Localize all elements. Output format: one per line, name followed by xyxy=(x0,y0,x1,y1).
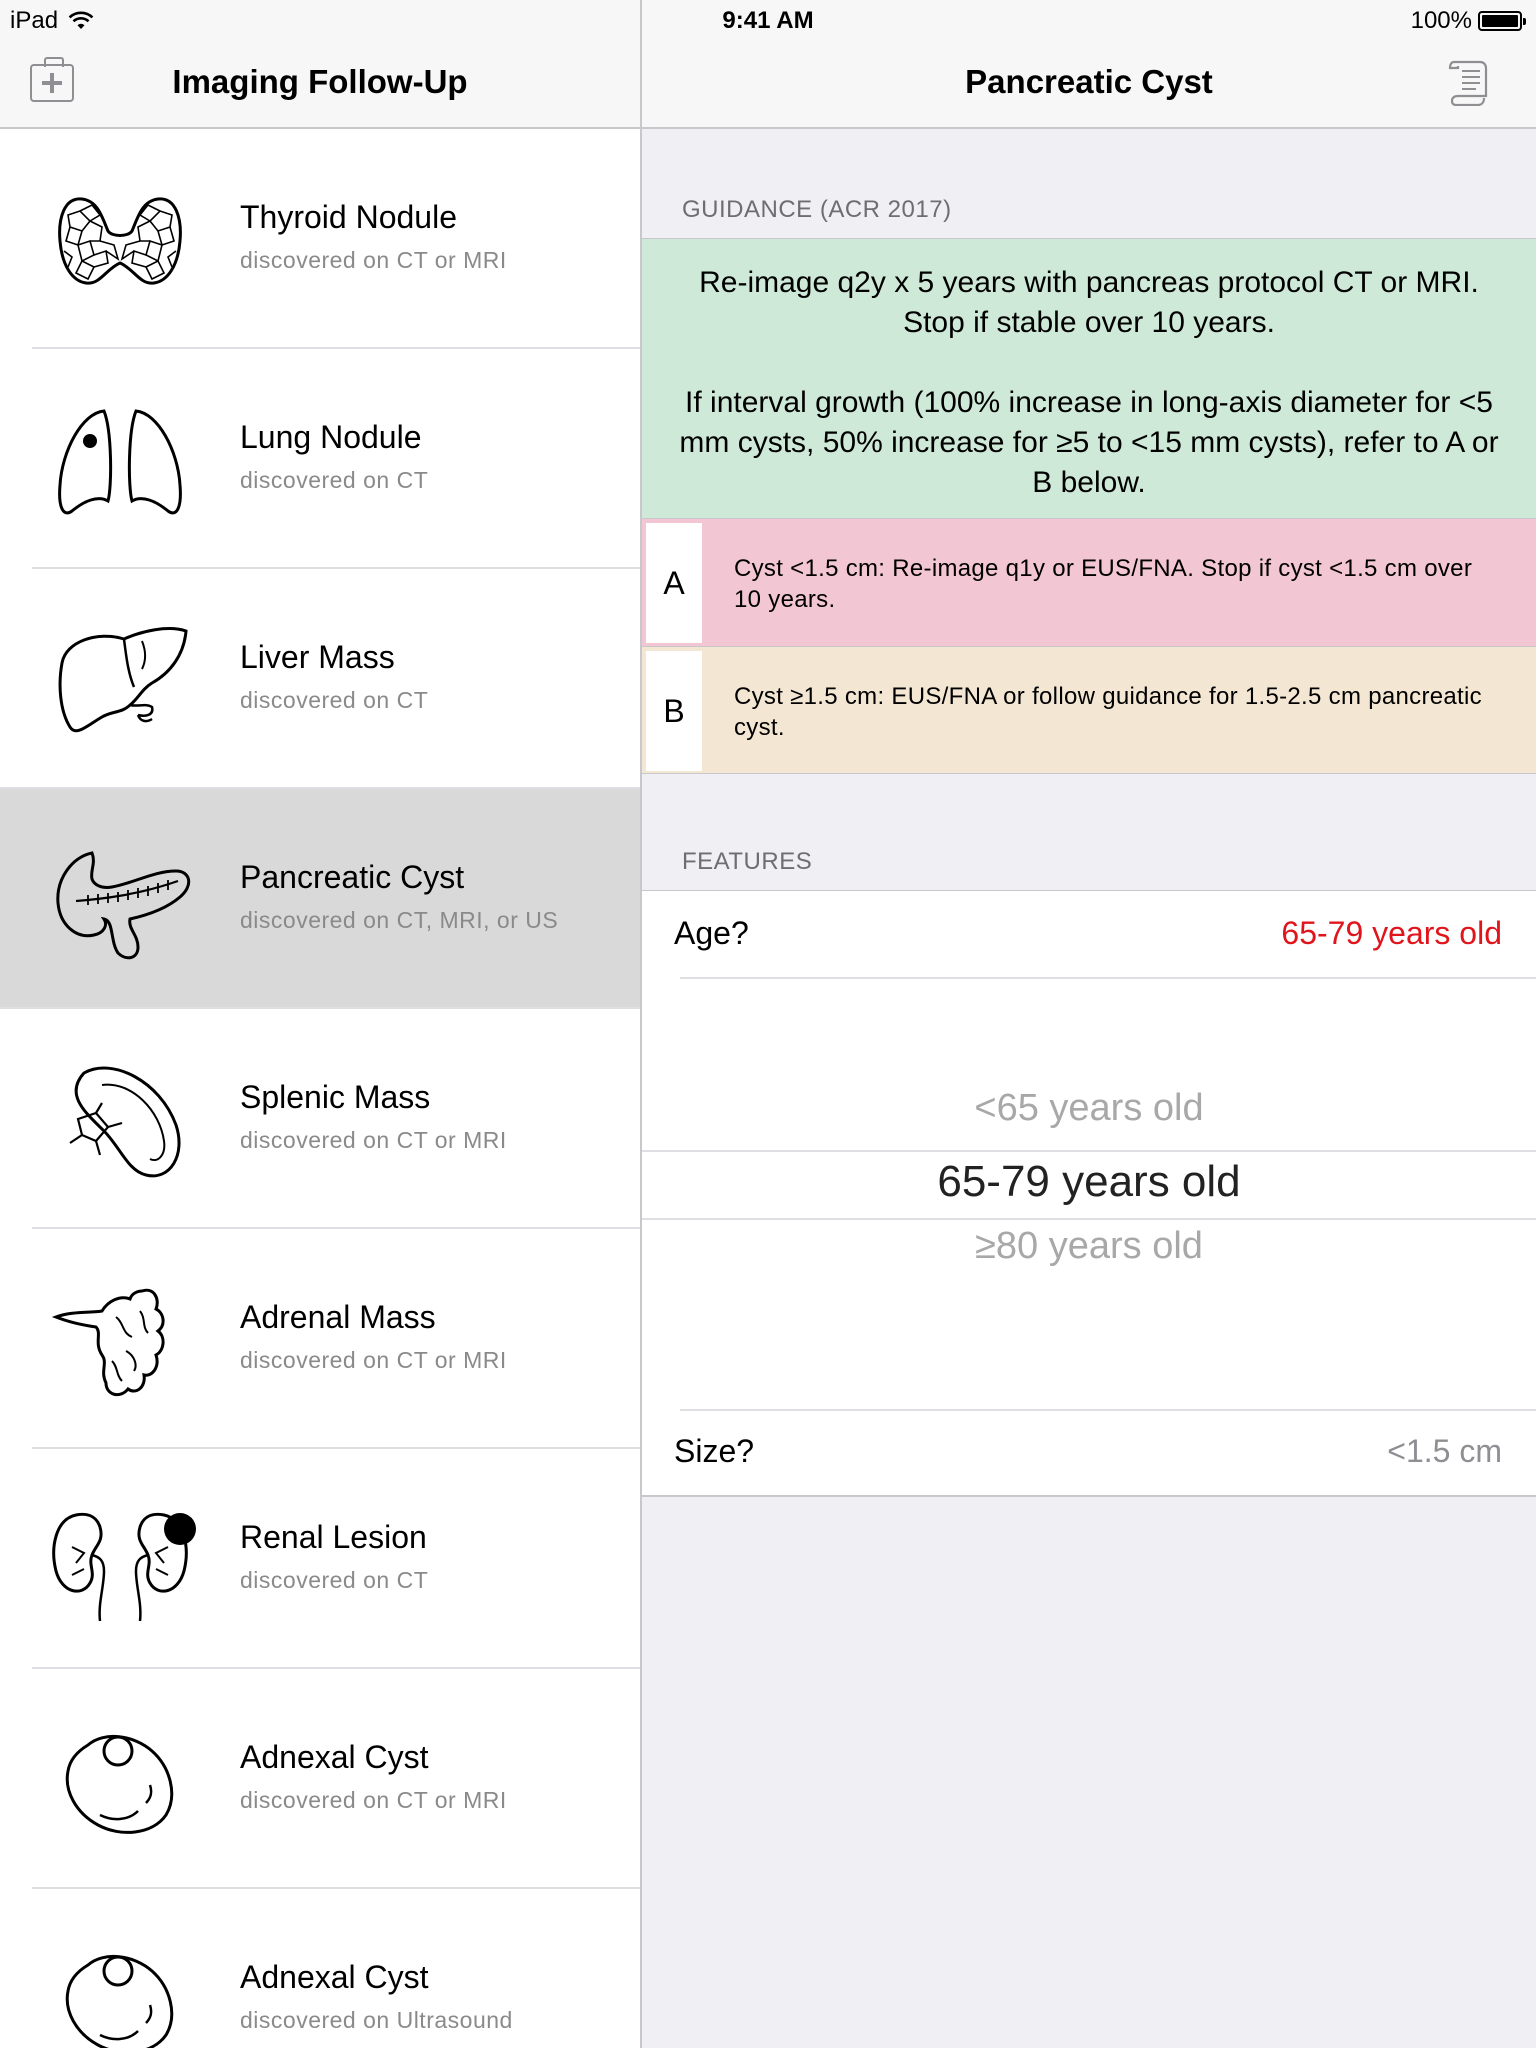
guidance-text: Re-image q2y x 5 years with pancreas protocol CT or MRI. Stop if stable over 10 years. xyxy=(699,266,1479,339)
size-row[interactable] xyxy=(642,1411,1536,1497)
option-letter: A xyxy=(646,523,702,643)
picker-option-below[interactable]: ≥80 years old xyxy=(975,1225,1203,1267)
item-title: Adrenal Mass xyxy=(240,1299,436,1335)
age-label: Age? xyxy=(674,915,749,951)
status-time: 9:41 AM xyxy=(722,7,814,34)
option-letter: B xyxy=(646,651,702,771)
item-subtitle: discovered on CT or MRI xyxy=(240,1347,507,1373)
picker-option-above[interactable]: <65 years old xyxy=(974,1087,1204,1129)
ovary-icon xyxy=(42,1711,198,1851)
carrier-label: iPad xyxy=(10,7,59,34)
list-item-thyroid-nodule[interactable] xyxy=(0,129,640,349)
item-title: Thyroid Nodule xyxy=(240,199,457,235)
list-item-adnexal-cyst-us[interactable] xyxy=(0,1889,640,2048)
guidance-header: GUIDANCE (ACR 2017) xyxy=(682,196,952,223)
thyroid-icon xyxy=(42,171,198,311)
guidance-box xyxy=(642,238,1536,518)
option-text: Cyst ≥1.5 cm: EUS/FNA or follow guidance for 1.5-2.5 cm pancreatic cyst. xyxy=(734,683,1482,741)
size-value: <1.5 cm xyxy=(1387,1433,1502,1469)
picker-highlight-top xyxy=(642,1150,1536,1152)
lungs-icon xyxy=(42,391,198,531)
item-title: Liver Mass xyxy=(240,639,395,675)
item-subtitle: discovered on CT xyxy=(240,687,429,713)
guidance-text-growth: If interval growth (100% increase in long-axis diameter for <5 mm cysts, 50% increase for ≥5 to <15 mm cysts), refer to A or B below. xyxy=(679,386,1499,499)
spleen-icon xyxy=(42,1051,198,1191)
picker-highlight-bottom xyxy=(642,1218,1536,1220)
item-subtitle: discovered on CT or MRI xyxy=(240,1127,507,1153)
list-item-splenic-mass[interactable] xyxy=(0,1009,640,1229)
list-item-adnexal-cyst-ct-mri[interactable] xyxy=(0,1669,640,1889)
kidney-icon xyxy=(42,1491,198,1631)
age-picker[interactable] xyxy=(642,979,1536,1299)
item-subtitle: discovered on CT xyxy=(240,1567,429,1593)
item-title: Splenic Mass xyxy=(240,1079,431,1115)
features-table xyxy=(642,890,1536,1496)
item-subtitle: discovered on CT or MRI xyxy=(240,1787,507,1813)
detail-pane xyxy=(642,0,1536,2048)
detail-title: Pancreatic Cyst xyxy=(965,63,1213,100)
age-row[interactable] xyxy=(642,891,1536,977)
pancreas-icon xyxy=(42,831,198,971)
list-item-lung-nodule[interactable] xyxy=(0,349,640,569)
battery-label: 100% xyxy=(1410,7,1472,34)
item-subtitle: discovered on CT, MRI, or US xyxy=(240,907,559,933)
master-pane xyxy=(0,0,640,2048)
option-text: Cyst <1.5 cm: Re-image q1y or EUS/FNA. Stop if cyst <1.5 cm over 10 years. xyxy=(734,555,1473,613)
list-item-liver-mass[interactable] xyxy=(0,569,640,789)
picker-option-selected[interactable]: 65-79 years old xyxy=(937,1157,1241,1206)
status-bar xyxy=(0,0,1536,40)
item-subtitle: discovered on CT xyxy=(240,467,429,493)
size-label: Size? xyxy=(674,1433,755,1469)
item-title: Adnexal Cyst xyxy=(240,1739,429,1775)
list-item-pancreatic-cyst[interactable] xyxy=(0,789,640,1009)
ovary-icon xyxy=(42,1931,198,2048)
master-title: Imaging Follow-Up xyxy=(172,63,468,100)
item-title: Pancreatic Cyst xyxy=(240,859,465,895)
battery-indicator xyxy=(1411,7,1522,35)
liver-icon xyxy=(42,611,198,751)
item-subtitle: discovered on Ultrasound xyxy=(240,2007,513,2033)
item-subtitle: discovered on CT or MRI xyxy=(240,247,507,273)
option-b xyxy=(642,646,1536,774)
item-title: Lung Nodule xyxy=(240,419,422,455)
adrenal-icon xyxy=(42,1271,198,1411)
item-title: Renal Lesion xyxy=(240,1519,427,1555)
list-item-renal-lesion[interactable] xyxy=(0,1449,640,1669)
battery-icon xyxy=(1478,11,1522,31)
age-value: 65-79 years old xyxy=(1281,915,1502,951)
table-bottom-border xyxy=(642,1495,1536,1497)
option-a xyxy=(642,518,1536,646)
item-title: Adnexal Cyst xyxy=(240,1959,429,1995)
report-icon[interactable] xyxy=(1448,60,1488,106)
list-item-adrenal-mass[interactable] xyxy=(0,1229,640,1449)
finding-list xyxy=(0,129,640,2048)
features-header: FEATURES xyxy=(682,848,813,875)
